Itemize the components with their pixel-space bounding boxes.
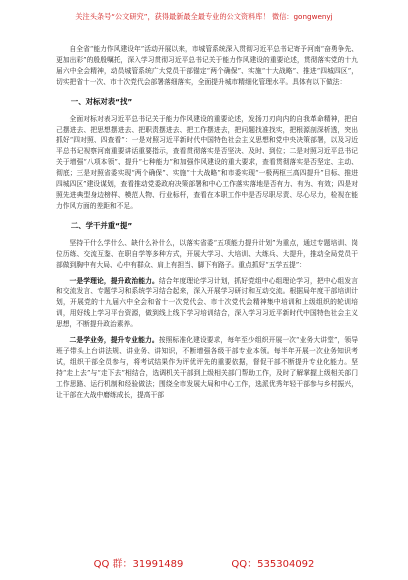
intro-paragraph: 自全省“能力作风建设年”活动开展以来，市城管系统深入贯彻习近平总书记寄予河南“奋勇争先、更加出彩”的殷殷嘱托，深入学习贯彻习近平总书记关于能力作风建设的重要论述，贯彻落实党的十九届六中全会精神，动员城管系统广大党员干部锚定“两个确保”、实施“十大战略”、推进“四城四区”，切实把省十一次、市十次党代会部署落细落实，全面提升城市精细化管理水平。具体有以下做法： xyxy=(56,45,358,86)
footer-contact xyxy=(0,555,408,570)
qq-number: QQ：535304092 xyxy=(231,559,315,570)
list-item-lead: 二是学业务，提升专业能力。 xyxy=(69,336,159,345)
document-body xyxy=(56,44,358,405)
list-item-study-theory xyxy=(56,276,358,331)
section-heading-1: 一、对标对表“找” xyxy=(70,96,133,106)
top-banner: 关注头条号“公文研究”，获得最新最全最专业的公文资料库！ 微信：gongwenyj xyxy=(75,12,333,21)
qq-group-number: QQ 群：31991489 xyxy=(93,559,184,570)
section-2-paragraph: 坚持干什么学什么、缺什么补什么，以落实省委“五项能力提升计划”为重点，通过专题培训、岗位历练、交流互鉴、在职自学等多种方式，开展大学习、大培训、大练兵、大提升，推动全局党员干部做到胸中有大局、心中有群众、肩上有担当、脚下有路子。重点抓好“五学五提”： xyxy=(56,238,358,269)
list-item-lead: 一是学理论，提升政治能力。 xyxy=(69,276,159,285)
list-item-text: 结合年度理论学习计划，抓好党组中心组理论学习，把中心组发言和交流发言、专题学习和系统学习结合起来，深入开展学习研讨和互动交流。根据局年度干部培训计划，开展党的十九届六中全会和省十一次党代会、市十次党代会精神集中培训和上级组织的轮训培训，用好线上学习平台资源，做到线上线下学习培训结合，深入学习习近平新时代中国特色社会主义思想，不断提升政治素养。 xyxy=(56,276,358,329)
section-heading-2: 二、学干并重“提” xyxy=(70,220,133,230)
section-1-paragraph: 全面对标对表习近平总书记关于能力作风建设的重要论述，发扬刀刃向内的自我革命精神，把自己摆进去、把思想摆进去、把职责摆进去、把工作摆进去，把问题找准找实，把根源剖深析透，突出抓好“四对照、四查看”：一是对照习近平新时代中国特色社会主义思想和党中央决策部署，以及习近平总书记视察河南重要讲话重要指示，查看贯彻落实是否坚决、及时、到位；二是对照习近平总书记关于增强“八项本领”、提升“七种能力”和加强作风建设的重大要求，查看贯彻落实是否坚定、主动、彻底；三是对照省委实现“两个确保”、实施“十大战略”和市委实现“一极两枢三高四提升”目标、推进四城四区”建设谋划，查看推动党委政府决策部署和中心工作落实落地是否有力、有为、有效；四是对照先进典型身边榜样、模范人物、行业标杆，查看在本职工作中是否尽职尽责、尽心尽力，检视在能力作风方面的差距和不足。 xyxy=(56,114,358,210)
list-item-study-business xyxy=(56,335,358,400)
list-item-text: 按照标准化建设要求，每年至少组织开展一次“业务大讲堂”，领导班子带头上台讲法规、讲业务、讲知识，不断增强各级干部专业本领。每半年开展一次业务知识考试，组织干部全员参与，将考试结果作为评优评先的重要依据，督促干部不断提升专业化能力。坚持“走上去”与“走下去”相结合，选调机关干部到上级相关部门帮助工作，及时了解掌握上级相关部门工作思路、运行机制和经验做法；围绕全市发展大局和中心工作，选派优秀年轻干部参与乡村振兴，让干部在大战中磨练成长，提高干部 xyxy=(56,336,358,399)
